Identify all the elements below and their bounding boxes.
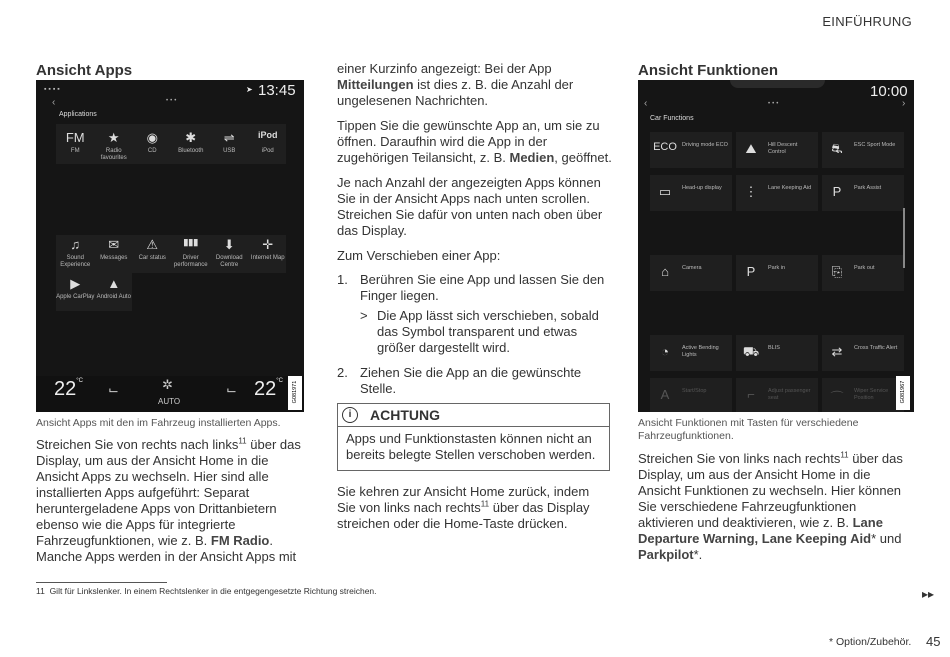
column-2 — [337, 61, 612, 397]
app-icon[interactable]: ⚠ — [146, 237, 159, 252]
f-para-text-2: über das Display, um aus der Ansicht Home in die Ansicht Funktionen zu wechseln. Hier können Sie verschiedene Fahrzeugfunktionen aktivieren und deaktivieren, wie z. B. — [638, 451, 903, 530]
app-icon[interactable]: iPod — [258, 130, 278, 140]
function-icon: P — [832, 184, 842, 199]
function-label: Lane Keeping Aid — [768, 185, 812, 191]
step-2-number: 2. — [337, 365, 348, 380]
p5-text-2: über das Display streichen oder die Home-Taste drücken. — [337, 500, 590, 531]
step-1 — [337, 272, 612, 304]
function-label: Head-up display — [682, 185, 722, 191]
app-label[interactable]: Apple CarPlay — [56, 294, 95, 300]
function-label: Park in — [768, 265, 786, 271]
apps-para-text-3: . Manche Apps werden in der Ansicht Apps mit — [36, 533, 297, 564]
image-code: G081967 — [900, 380, 906, 404]
back-chevron-icon[interactable]: ‹ — [644, 98, 648, 109]
function-label: Active Bending Lights — [682, 345, 719, 358]
p2-text-2: , geöffnet. — [554, 150, 612, 165]
app-label[interactable]: Sound Experience — [60, 255, 91, 268]
app-label[interactable]: USB — [223, 148, 236, 154]
heading-apps-view: Ansicht Apps — [36, 62, 133, 79]
app-icon[interactable]: ♫ — [70, 237, 81, 252]
app-label[interactable]: Messages — [100, 255, 128, 261]
f-para-bold-1: Lane Departure Warning, Lane Keeping Aid — [638, 515, 883, 546]
app-icon[interactable]: FM — [65, 130, 85, 145]
warning-title: ACHTUNG — [370, 407, 440, 423]
function-icon: ECO — [653, 141, 677, 153]
function-label: Camera — [682, 265, 702, 271]
app-label[interactable]: Car status — [138, 255, 166, 261]
function-label: Wiper Service Position — [854, 388, 889, 401]
screen-title: Car Functions — [650, 115, 694, 122]
function-label: Start/Stop — [682, 388, 707, 394]
warning-text: Apps und Funktionstasten können nicht an bereits belegte Stellen verschoben werden. — [346, 431, 596, 462]
function-label: Adjust passenger seat — [768, 388, 811, 401]
function-label: Hill Descent Control — [768, 142, 798, 155]
temp-right-unit: °C — [276, 378, 283, 384]
app-label[interactable]: CD — [147, 148, 157, 154]
footnote — [36, 586, 377, 596]
forward-chevron-icon[interactable]: › — [902, 98, 906, 109]
apps-screen-image — [36, 80, 304, 412]
para-return-home — [337, 484, 609, 532]
p1-bold: Mitteilungen — [337, 77, 414, 92]
function-label: Park out — [854, 265, 875, 271]
temp-right-value: 22 — [254, 378, 277, 400]
function-icon: ⛰ — [745, 141, 757, 156]
app-icon[interactable]: ▲ — [107, 276, 121, 291]
app-label[interactable]: Android Auto — [96, 294, 131, 300]
functions-screen-image — [638, 80, 914, 412]
back-chevron-icon[interactable]: ‹ — [52, 97, 56, 108]
app-label[interactable]: Internet Map — [250, 255, 285, 261]
function-icon: ⋮ — [744, 184, 758, 199]
footnote-ref[interactable]: 11 — [840, 450, 849, 460]
step-1-result — [337, 308, 612, 356]
app-label[interactable]: Bluetooth — [178, 148, 204, 154]
app-icon[interactable]: ✉ — [108, 237, 120, 252]
function-icon: A — [660, 387, 670, 402]
function-icon: ⎘ — [831, 264, 843, 279]
app-label[interactable]: FM — [70, 148, 80, 154]
next-page-icon[interactable]: ▸▸ — [922, 587, 935, 601]
function-icon: ◔ — [661, 344, 669, 359]
p1-text-1: einer Kurzinfo angezeigt: Bei der App — [337, 61, 552, 76]
para-scroll: Je nach Anzahl der angezeigten Apps können Sie in der Ansicht Apps nach unten scrollen. Streichen Sie dafür von unten nach oben über das Display. — [337, 175, 603, 238]
scrollbar[interactable] — [903, 208, 905, 268]
function-label: Driving mode ECO — [682, 142, 728, 148]
f-para-text-4: *. — [693, 547, 703, 562]
app-icon[interactable]: ⬇ — [223, 237, 235, 252]
option-note: * Option/Zubehör. — [829, 636, 912, 648]
temp-right[interactable] — [254, 378, 283, 401]
footnote-rule — [36, 582, 167, 583]
apps-paragraph — [36, 437, 311, 565]
app-icon[interactable]: ▶ — [70, 276, 81, 291]
apps-para-text-2: über das Display, um aus der Ansicht Home in die Ansicht Apps zu wechseln. Hier sind alle installierten Apps aufgeführt: Separat heruntergeladene Apps von Drittanbietern ebenso wie die Apps für integrierte Fahrzeugfunktionen, wie z. B. — [36, 437, 301, 548]
p2-text-1: Tippen Sie die gewünschte App an, um sie zu öffnen. Daraufhin wird die App in der zugehörigen Teilansicht, z. B. — [337, 118, 600, 165]
p2-bold: Medien — [509, 150, 555, 165]
app-icon[interactable]: ◉ — [146, 130, 158, 145]
temp-left[interactable] — [54, 378, 83, 401]
function-icon: ⌒ — [830, 390, 844, 405]
footnote-ref[interactable]: 11 — [238, 436, 247, 446]
seat-heat-left-icon[interactable]: ⌙ — [108, 382, 119, 397]
function-icon: ⌐ — [747, 387, 755, 402]
apps-para-bold: FM Radio — [210, 533, 270, 548]
f-para-text-3: * und — [871, 531, 902, 546]
app-icon[interactable]: ✱ — [185, 130, 197, 145]
page-number: 45 — [926, 634, 941, 649]
footnote-text: Gilt für Linkslenker. In einem Rechtslenker in die entgegengesetzte Richtung streichen. — [49, 586, 377, 596]
warning-box — [337, 403, 610, 471]
footnote-ref[interactable]: 11 — [480, 499, 490, 509]
pull-down-tab[interactable] — [730, 80, 825, 88]
functions-paragraph — [638, 451, 914, 563]
function-icon: P — [746, 264, 756, 279]
step-1-result-text: Die App lässt sich verschieben, sobald das Symbol transparent und etwas größer dargestellt wird. — [377, 308, 599, 355]
app-label[interactable]: Driver performance — [173, 255, 208, 268]
function-label: BLIS — [768, 345, 780, 351]
page-indicator: ••• — [768, 101, 781, 107]
function-label: ESC Sport Mode — [854, 142, 896, 148]
clock: 13:45 — [258, 82, 296, 99]
app-label[interactable]: iPod — [261, 148, 274, 154]
fan-icon[interactable]: ✲ — [162, 377, 173, 392]
temp-left-unit: °C — [76, 378, 83, 384]
f-para-text-1: Streichen Sie von links nach rechts — [638, 451, 841, 466]
step-2-text: Ziehen Sie die App an die gewünschte Stelle. — [360, 365, 582, 396]
f-para-bold-2: Parkpilot — [638, 547, 694, 562]
function-label: Park Assist — [854, 185, 882, 191]
info-icon: i — [342, 407, 358, 423]
app-label[interactable]: Radio favourites — [100, 148, 127, 161]
warning-header — [338, 404, 609, 427]
function-label: Cross Traffic Alert — [854, 345, 898, 351]
p5-text-1: Sie kehren zur Ansicht Home zurück, indem Sie von links nach rechts — [337, 484, 590, 515]
para-move-intro: Zum Verschieben einer App: — [337, 248, 501, 263]
location-icon: ➤ — [246, 85, 253, 94]
p1-text-2: ist dies z. B. die Anzahl der ungelesenen Nachrichten. — [337, 77, 574, 108]
heading-functions-view: Ansicht Funktionen — [638, 62, 778, 79]
status-icons: ▪ ▪ ▪ ▪ — [44, 86, 60, 93]
app-icon[interactable]: ▮▮▮ — [183, 237, 199, 247]
footnote-number: 11 — [36, 586, 45, 596]
function-icon: ⛐ — [831, 141, 843, 156]
image-code: G081971 — [292, 380, 298, 404]
function-icon: ▭ — [658, 184, 672, 199]
section-header: EINFÜHRUNG — [822, 14, 912, 29]
functions-caption: Ansicht Funktionen mit Tasten für verschiedene Fahrzeugfunktionen. — [638, 417, 859, 442]
app-label[interactable]: Download Centre — [215, 255, 243, 268]
seat-heat-right-icon[interactable]: ⌙ — [226, 382, 237, 397]
clock: 10:00 — [870, 83, 908, 100]
para-open-app — [337, 118, 612, 166]
apps-caption: Ansicht Apps mit den im Fahrzeug installierten Apps. — [36, 417, 281, 429]
para-messages — [337, 61, 612, 109]
screen-title: Applications — [59, 111, 97, 118]
function-icon: ⛟ — [742, 344, 760, 359]
apps-para-text-1: Streichen Sie von rechts nach links — [36, 437, 239, 452]
step-1-number: 1. — [337, 272, 348, 287]
step-2 — [337, 365, 612, 397]
temp-left-value: 22 — [54, 378, 77, 400]
step-1-text: Berühren Sie eine App und lassen Sie den Finger liegen. — [360, 272, 605, 303]
result-marker: > — [360, 308, 368, 323]
page-indicator: ••• — [166, 98, 179, 104]
app-icon[interactable]: ✛ — [262, 237, 274, 252]
app-icon[interactable]: ★ — [107, 130, 120, 145]
auto-label[interactable]: AUTO — [158, 397, 181, 406]
app-icon[interactable]: ⇌ — [223, 130, 235, 145]
function-icon: ⌂ — [661, 264, 669, 279]
function-icon: ⇄ — [831, 344, 843, 359]
